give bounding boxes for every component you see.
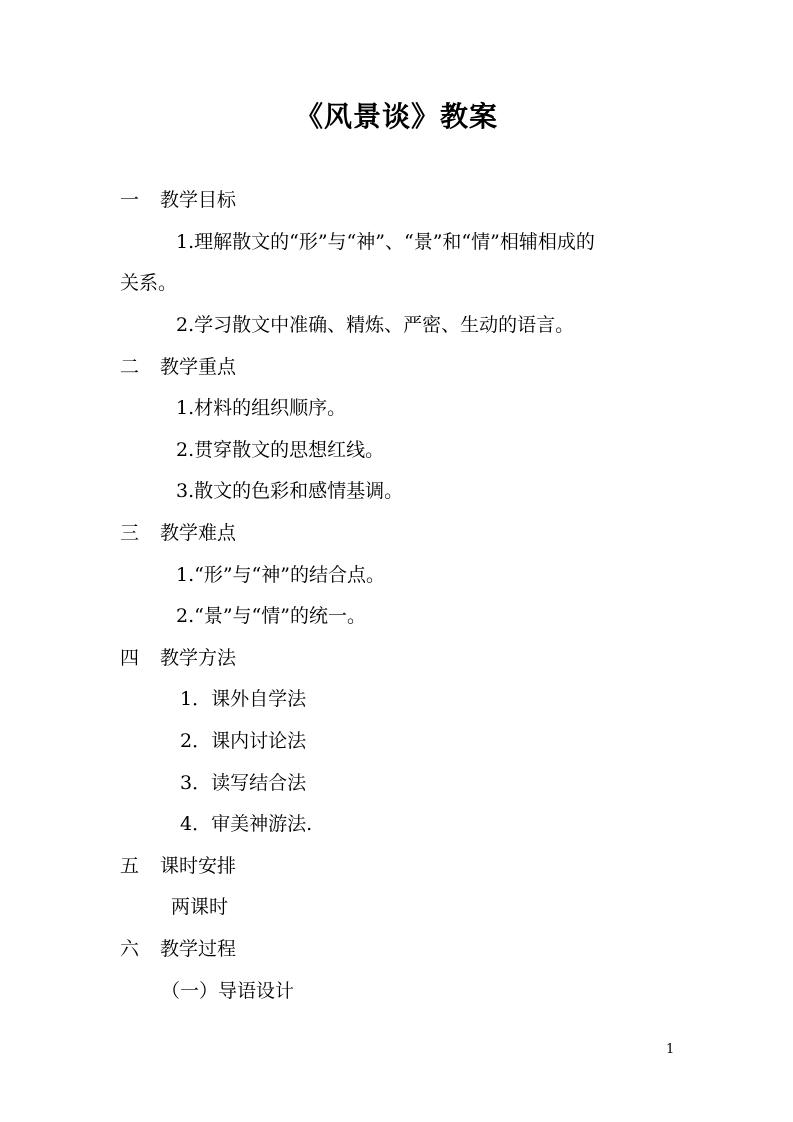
section-number: 一 [120,189,140,211]
method-item-3: 3．读写结合法 [180,772,307,794]
page-number: 1 [666,1042,675,1057]
section-heading-methods [120,645,236,671]
section-title: 教学难点 [160,522,237,544]
objective-item-1-continued: 关系。 [120,272,178,294]
section-title: 教学方法 [160,647,237,669]
section-title: 课时安排 [160,855,237,877]
difficulty-item-1: 1.“形”与“神”的结合点。 [176,564,385,586]
section-number: 六 [120,938,140,960]
section-title: 教学过程 [160,938,237,960]
section-heading-difficulties [120,520,236,546]
key-point-item-2: 2.贯穿散文的思想红线。 [176,439,385,461]
key-point-item-1: 1.材料的组织顺序。 [176,397,347,419]
method-item-4: 4．审美神游法. [180,813,313,835]
section-number: 五 [120,855,140,877]
key-point-item-3: 3.散文的色彩和感情基调。 [176,480,404,502]
method-item-1: 1．课外自学法 [180,688,307,710]
difficulty-item-2: 2.“景”与“情”的统一。 [176,605,366,627]
section-title: 教学重点 [160,356,237,378]
objective-item-2: 2.学习散文中准确、精炼、严密、生动的语言。 [176,314,575,336]
schedule-item-1: 两课时 [171,896,229,918]
objective-item-1: 1.理解散文的“形”与“神”、“景”和“情”相辅相成的 [176,231,595,253]
section-number: 四 [120,647,140,669]
section-heading-key-points [120,354,236,380]
section-number: 三 [120,522,140,544]
section-heading-objectives [120,187,236,213]
document-title: 《风景谈》教案 [294,100,498,133]
method-item-2: 2．课内讨论法 [180,730,307,752]
section-title: 教学目标 [160,189,237,211]
process-item-1: （一）导语设计 [161,980,295,1002]
section-number: 二 [120,356,140,378]
section-heading-schedule [120,853,236,879]
section-heading-process [120,936,236,962]
